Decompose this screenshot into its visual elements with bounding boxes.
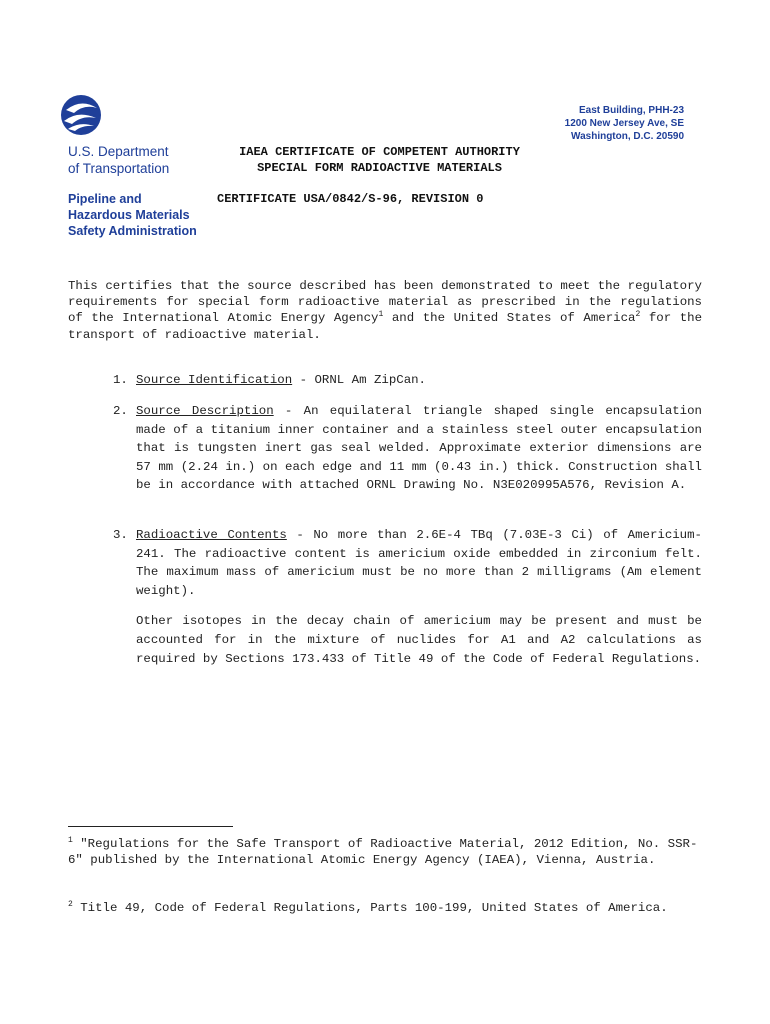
sub-agency-line-1: Pipeline and [68,192,142,206]
footnote-1 [68,836,702,868]
footnote-mark: 2 [68,899,73,909]
intro-part-2: and the United States of America [383,311,636,326]
address-line-2: 1200 New Jersey Ave, SE [564,118,684,129]
dot-logo-icon [60,94,102,136]
item-number: 2. [113,404,128,418]
item-paragraph-2: Other isotopes in the decay chain of americium may be present and must be accounted for in the mixture of nuclides for A1 and A2 calculations as required by Sections 173.433 of Title 49 of the Code of Federal Regulations. [136,614,702,666]
item-text: - No more than 2.6E-4 TBq (7.03E-3 Ci) of Americium-241. The radioactive content is americium oxide embedded in zirconium felt. The maximum mass of americium must be no more than 2 milligrams (Am element weight). [136,528,702,598]
sub-agency-line-2: Hazardous Materials [68,208,190,222]
footnote-text: "Regulations for the Safe Transport of Radioactive Material, 2012 Edition, No. SSR-6" published by the International Atomic Energy Agency (IAEA), Vienna, Austria. [68,837,698,868]
footnote-ref-2: 2 [635,310,641,320]
list-item-source-identification [113,371,702,390]
footnote-text: Title 49, Code of Federal Regulations, Parts 100-199, United States of America. [72,901,668,915]
address-block [565,104,684,143]
item-heading: Source Description [136,404,274,418]
footnote-divider [68,826,233,827]
certificate-title [212,144,547,176]
footnote-ref-1: 1 [378,310,384,320]
sub-agency-line-3: Safety Administration [68,224,197,238]
footnote-mark: 1 [68,835,73,845]
sub-agency-name [68,191,197,239]
certificate-title-line-1: IAEA CERTIFICATE OF COMPETENT AUTHORITY [239,145,520,159]
list-item-source-description [113,402,702,495]
item-number: 1. [113,373,128,387]
intro-paragraph [68,278,702,343]
item-number: 3. [113,528,128,542]
certificate-title-line-2: SPECIAL FORM RADIOACTIVE MATERIALS [257,161,502,175]
list-item-radioactive-contents [113,526,702,668]
certificate-number: CERTIFICATE USA/0842/S-96, REVISION 0 [217,192,484,206]
agency-line-1: U.S. Department [68,144,169,159]
address-line-3: Washington, D.C. 20590 [571,131,684,142]
agency-line-2: of Transportation [68,161,170,176]
intro-part-3: for the transport of radioactive material. [68,311,703,342]
intro-part-1: This certifies that the source described has been demonstrated to meet the regulatory requirements for special form radioactive material as prescribed in the regulations of the International Atomic Energy Agency [68,279,702,326]
item-heading: Source Identification [136,373,293,387]
item-text: - ORNL Am ZipCan. [292,373,426,387]
item-heading: Radioactive Contents [136,528,287,542]
footnote-2 [68,900,702,916]
item-text: - An equilateral triangle shaped single encapsulation made of a titanium inner container and a stainless steel outer encapsulation that is tungsten inert gas seal welded. Approximate exterior dimensions are 57 mm (2.24 in.) on each edge and 11 mm (0.43 in.) thick. Construction shall be in accordance with attached ORNL Drawing No. N3E020995A576, Revision A. [136,404,702,493]
agency-name [68,143,169,177]
address-line-1: East Building, PHH-23 [578,105,684,116]
